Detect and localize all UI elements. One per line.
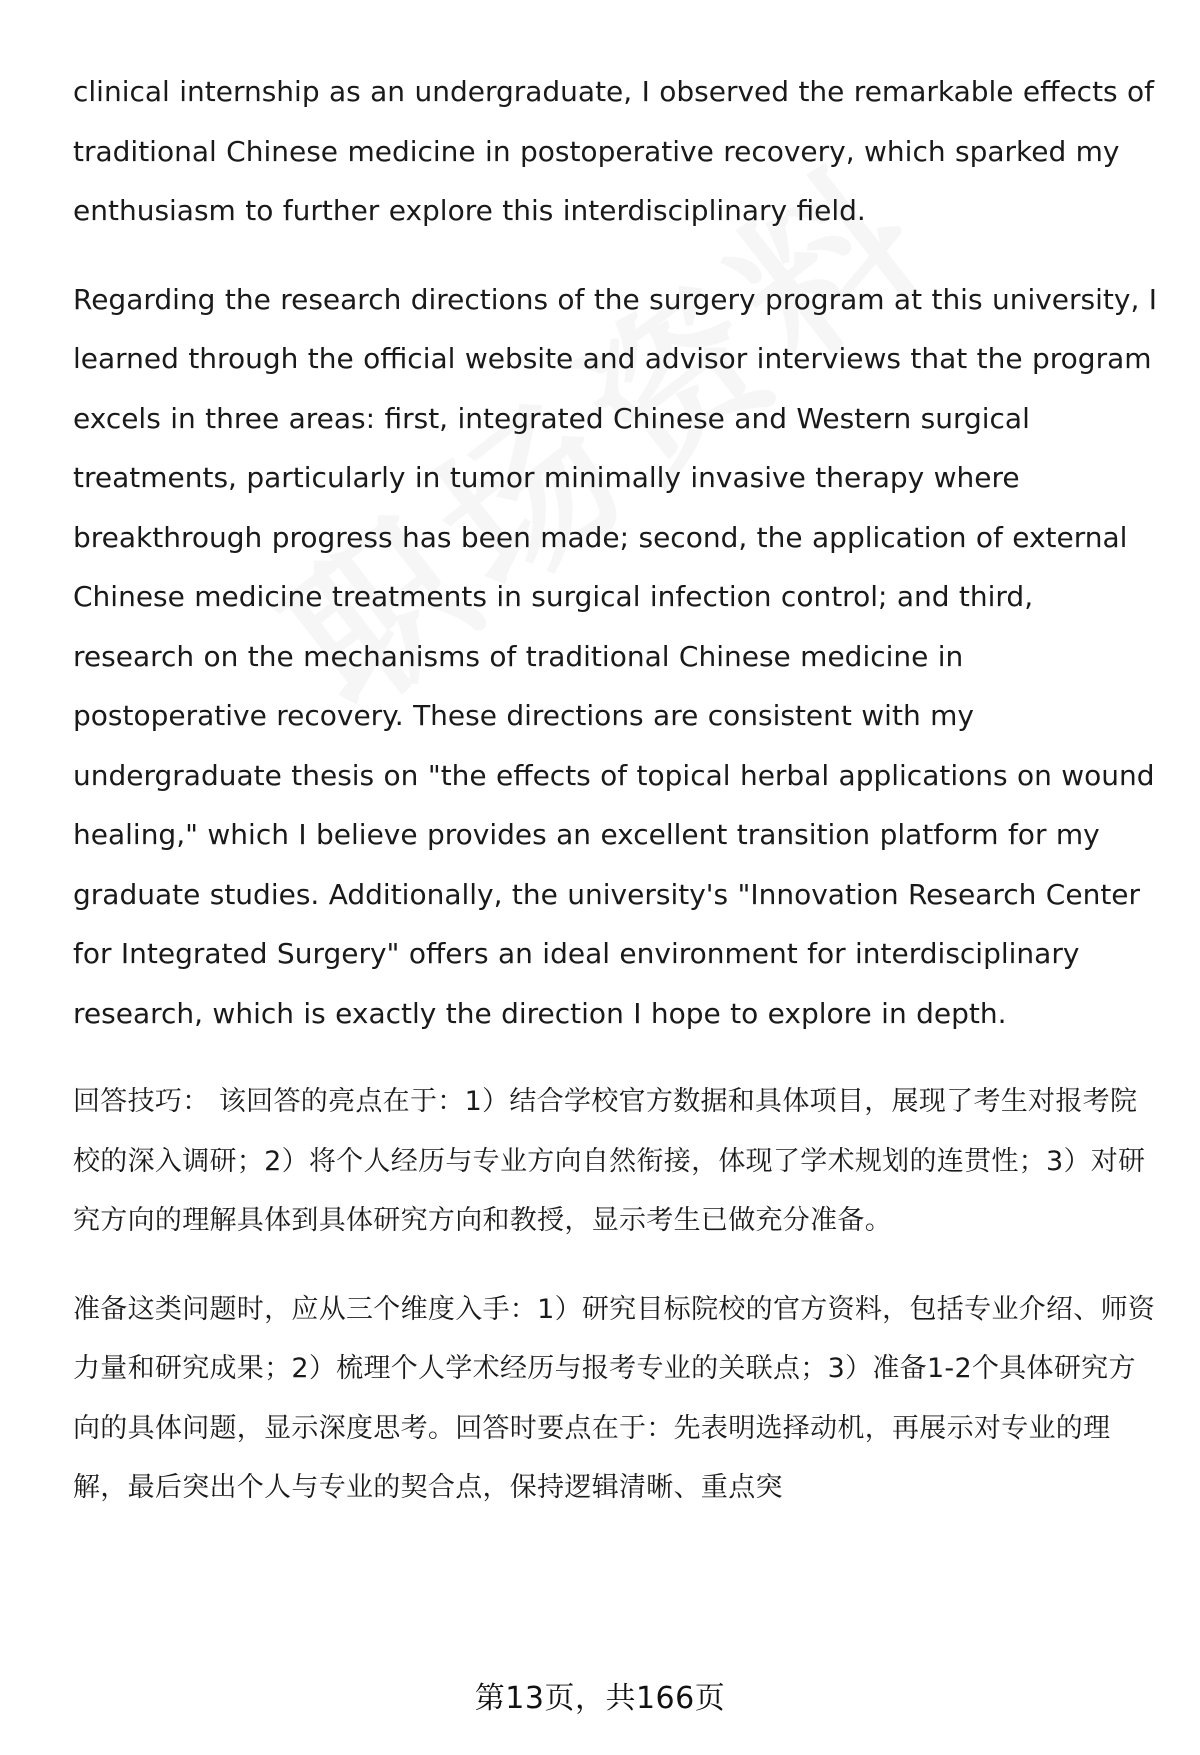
page-number-footer: 第13页，共166页 xyxy=(474,1681,726,1716)
document-body xyxy=(73,62,1163,1547)
paragraph-internship: clinical internship as an undergraduate, I observed the remarkable effects of traditional Chinese medicine in postoperative recovery, which sparked my enthusiasm to further explore this interdisciplinary field. xyxy=(73,75,1155,227)
paragraph-preparation: 准备这类问题时，应从三个维度入手：1）研究目标院校的官方资料，包括专业介绍、师资力量和研究成果；2）梳理个人学术经历与报考专业的关联点；3）准备1-2个具体研究方向的具体问题，显示深度思考。回答时要点在于：先表明选择动机，再展示对专业的理解，最后突出个人与专业的契合点，保持逻辑清晰、重点突 xyxy=(73,1293,1156,1503)
paragraph-research-directions: Regarding the research directions of the surgery program at this university, I learned through the official website and advisor interviews that the program excels in three areas: first, integrated Chinese and Western surgical treatments, particularly in tumor minimally invasive therapy where breakthrough progress has been made; second, the application of external Chinese medicine treatments in surgical infection control; and third, research on the mechanisms of traditional Chinese medicine in postoperative recovery. These directions are consistent with my undergraduate thesis on "the effects of topical herbal applications on wound healing," which I believe provides an excellent transition platform for my graduate studies. Additionally, the university's "Innovation Research Center for Integrated Surgery" offers an ideal environment for interdisciplinary research, which is exactly the direction I hope to explore in depth. xyxy=(73,282,1158,1030)
paragraph-answer-tips: 回答技巧： 该回答的亮点在于：1）结合学校官方数据和具体项目，展现了考生对报考院校的深入调研；2）将个人经历与专业方向自然衔接，体现了学术规划的连贯性；3）对研究方向的理解具体到具体研究方向和教授，显示考生已做充分准备。 xyxy=(73,1086,1146,1236)
